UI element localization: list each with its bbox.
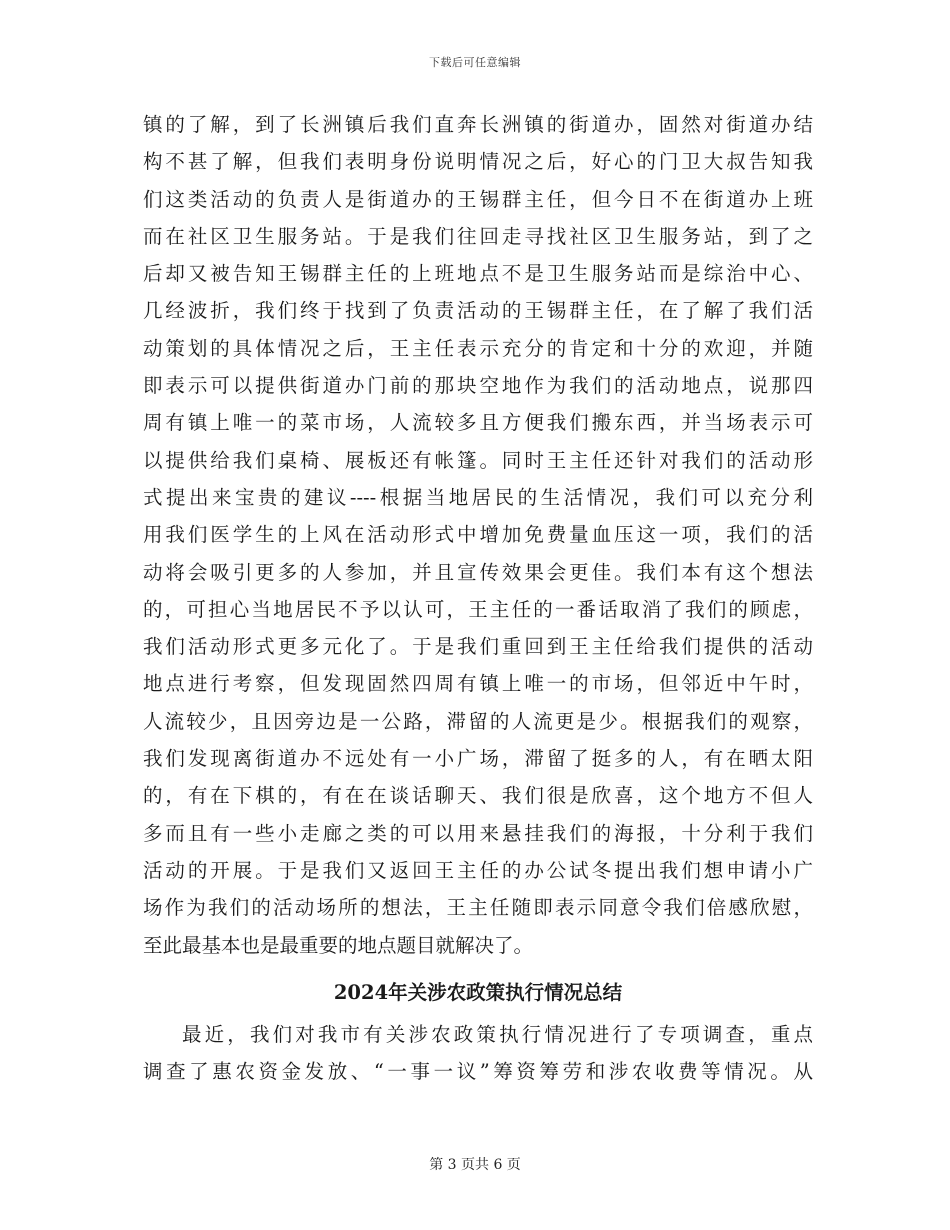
text-line: 多而且有一些小走廊之类的可以用来悬挂我们的海报，十分利于我们 <box>143 821 813 845</box>
page-header: 下载后可任意编辑 <box>429 56 521 69</box>
text-line: 式提出来宝贵的建议----根据当地居民的生活情况，我们可以充分利 <box>143 485 813 509</box>
text-line: 们这类活动的负责人是街道办的王锡群主任，但今日不在街道办上班 <box>143 187 813 211</box>
text-line: 后却又被告知王锡群主任的上班地点不是卫生服务站而是综治中心、 <box>143 262 813 286</box>
text-line: 动将会吸引更多的人参加，并且宣传效果会更佳。我们本有这个想法 <box>143 560 813 584</box>
text-line: 场作为我们的活动场所的想法，王主任随即表示同意令我们倍感欣慰， <box>143 896 813 920</box>
text-line: 最近，我们对我市有关涉农政策执行情况进行了专项调查，重点 <box>182 1022 813 1046</box>
text-line: 至此最基本也是最重要的地点题目就解决了。 <box>143 933 534 957</box>
text-line: 构不甚了解，但我们表明身份说明情况之后，好心的门卫大叔告知我 <box>143 150 813 174</box>
text-line: 调查了惠农资金发放、“一事一议”筹资筹劳和涉农收费等情况。从 <box>143 1060 813 1084</box>
text-line: 几经波折，我们终于找到了负责活动的王锡群主任，在了解了我们活 <box>143 299 813 323</box>
paragraph-1 <box>143 106 813 964</box>
section-title: 2024年关涉农政策执行情况总结 <box>333 980 623 1004</box>
text-line: 我们发现离街道办不远处有一小广场，滞留了挺多的人，有在晒太阳 <box>143 747 813 771</box>
text-line: 即表示可以提供街道办门前的那块空地作为我们的活动地点，说那四 <box>143 374 813 398</box>
text-line: 的，有在下棋的，有在在谈话聊天、我们很是欣喜，这个地方不但人 <box>143 784 813 808</box>
text-line: 动策划的具体情况之后，王主任表示充分的肯定和十分的欢迎，并随 <box>143 336 813 360</box>
text-line: 地点进行考察，但发现固然四周有镇上唯一的市场，但邻近中午时， <box>143 672 813 696</box>
text-line: 活动的开展。于是我们又返回王主任的办公试冬提出我们想申请小广 <box>143 858 813 882</box>
text-line: 的，可担心当地居民不予以认可，王主任的一番话取消了我们的顾虑， <box>143 597 813 621</box>
text-line: 我们活动形式更多元化了。于是我们重回到王主任给我们提供的活动 <box>143 635 813 659</box>
text-line: 镇的了解，到了长洲镇后我们直奔长洲镇的街道办，固然对街道办结 <box>143 113 813 136</box>
page-number: 第 3 页共 6 页 <box>429 1157 521 1173</box>
text-line: 以提供给我们桌椅、展板还有帐篷。同时王主任还针对我们的活动形 <box>143 448 813 472</box>
document-body <box>143 106 813 1090</box>
text-line: 周有镇上唯一的菜市场，人流较多且方便我们搬东西，并当场表示可 <box>143 411 813 435</box>
text-line: 而在社区卫生服务站。于是我们往回走寻找社区卫生服务站，到了之 <box>143 224 813 248</box>
text-line: 人流较少，且因旁边是一公路，滞留的人流更是少。根据我们的观察， <box>143 709 813 733</box>
text-line: 用我们医学生的上风在活动形式中增加免费量血压这一项，我们的活 <box>143 523 813 547</box>
paragraph-2 <box>143 1016 813 1091</box>
